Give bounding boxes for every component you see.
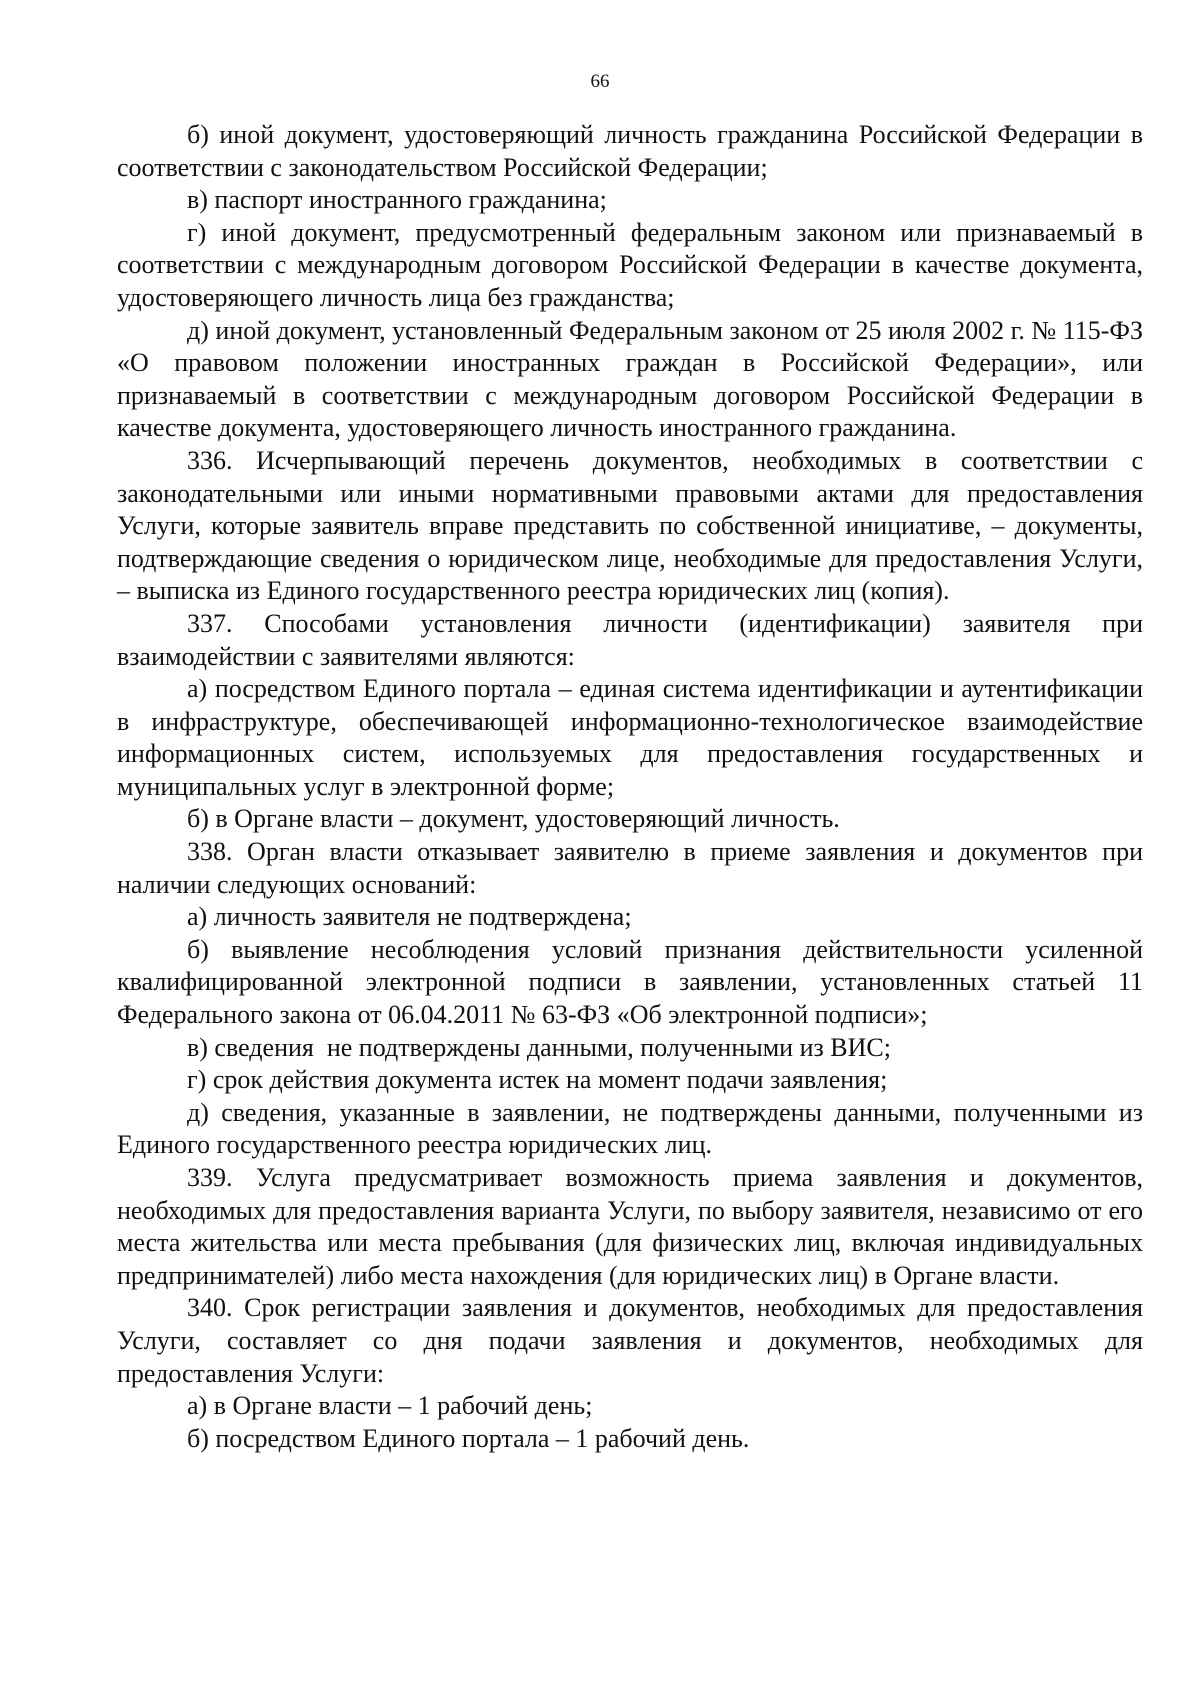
page-number: 66 [590, 71, 610, 92]
paragraph-339: 339. Услуга предусматривает возможность приема заявления и документов, необходимых для предоставления варианта Услуги, по выбору заявителя, независимо от его места жительства или места пребывания (для физических лиц, включая индивидуальных предпринимателей) либо места нахождения (для юридических лиц) в Органе власти. [117, 1163, 1143, 1290]
paragraph-338-item-d: д) сведения, указанные в заявлении, не подтверждены данными, полученными из Единого государственного реестра юридических лиц. [117, 1097, 1143, 1160]
paragraph-340-item-a: а) в Органе власти – 1 рабочий день; [187, 1391, 593, 1421]
paragraph-item-v-foreign-passport: в) паспорт иностранного гражданина; [187, 185, 607, 215]
paragraph-338-item-v: в) сведения не подтверждены данными, полученными из ВИС; [187, 1032, 891, 1062]
paragraph-337-item-a: а) посредством Единого портала – единая система идентификации и аутентификации в инфраструктуре, обеспечивающей информационно-технологическое взаимодействие информационных систем, используемых для предоставления государственных и муниципальных услуг в электронной форме; [117, 674, 1143, 801]
paragraph-item-b-identity-document: б) иной документ, удостоверяющий личность гражданина Российской Федерации в соответствии с законодательством Российской Федерации; [117, 120, 1143, 182]
paragraph-337-item-b: б) в Органе власти – документ, удостоверяющий личность. [187, 804, 840, 834]
paragraph-338-item-b: б) выявление несоблюдения условий признания действительности усиленной квалифицированной электронной подписи в заявлении, установленных статьей 11 Федерального закона от 06.04.2011 № 63-ФЗ «Об электронной подписи»; [117, 934, 1143, 1030]
paragraph-340-item-b: б) посредством Единого портала – 1 рабочий день. [187, 1423, 750, 1453]
paragraph-338-item-a: а) личность заявителя не подтверждена; [187, 902, 632, 932]
paragraph-337: 337. Способами установления личности (идентификации) заявителя при взаимодействии с заявителями являются: [117, 608, 1143, 671]
document-body [117, 119, 1143, 1455]
paragraph-item-g-stateless-document: г) иной документ, предусмотренный федеральным законом или признаваемый в соответствии с международным договором Российской Федерации в качестве документа, удостоверяющего личность лица без гражданства; [117, 217, 1143, 312]
paragraph-338-item-g: г) срок действия документа истек на момент подачи заявления; [187, 1065, 888, 1095]
paragraph-item-d-foreign-citizen-document: д) иной документ, установленный Федеральным законом от 25 июля 2002 г. № 115-ФЗ «О правовом положении иностранных граждан в Российской Федерации», или признаваемый в соответствии с международным договором Российской Федерации в качестве документа, удостоверяющего личность иностранного гражданина. [117, 315, 1143, 443]
paragraph-336: 336. Исчерпывающий перечень документов, необходимых в соответствии с законодательными или иными нормативными правовыми актами для предоставления Услуги, которые заявитель вправе представить по собственной инициативе, – документы, подтверждающие сведения о юридическом лице, необходимые для предоставления Услуги, – выписка из Единого государственного реестра юридических лиц (копия). [117, 445, 1143, 606]
paragraph-338: 338. Орган власти отказывает заявителю в приеме заявления и документов при наличии следующих оснований: [117, 837, 1143, 899]
paragraph-340: 340. Срок регистрации заявления и документов, необходимых для предоставления Услуги, составляет со дня подачи заявления и документов, необходимых для предоставления Услуги: [117, 1293, 1143, 1388]
